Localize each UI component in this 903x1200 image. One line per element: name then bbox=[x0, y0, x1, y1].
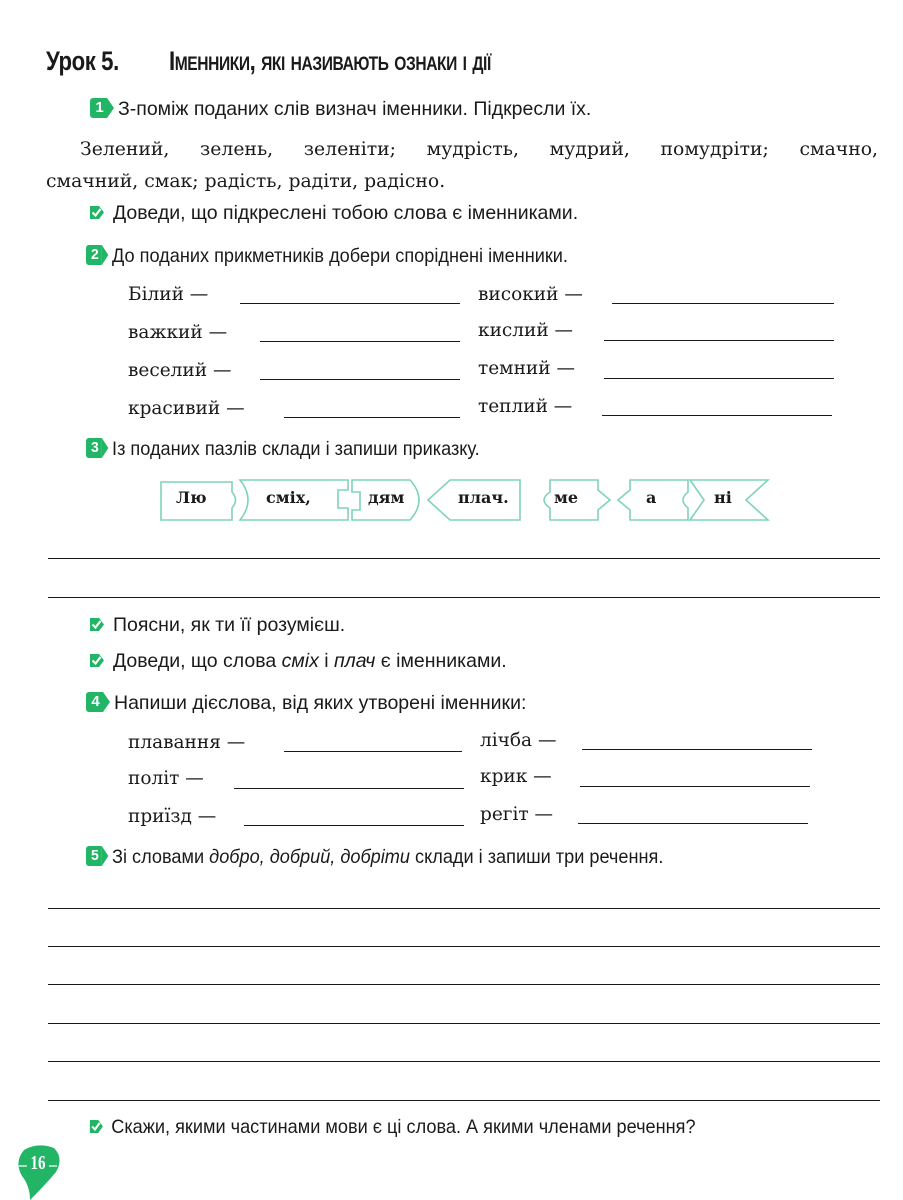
task-4-instruction: 4 Напиши дієслова, від яких утворені іменники: bbox=[86, 692, 526, 715]
puzzle-piece[interactable]: дям bbox=[368, 488, 405, 507]
puzzle-piece[interactable]: Лю bbox=[176, 488, 207, 507]
writing-line[interactable] bbox=[48, 1100, 880, 1101]
writing-line[interactable] bbox=[48, 946, 880, 947]
answer-blank[interactable] bbox=[240, 302, 460, 304]
checkmark-icon bbox=[88, 652, 105, 669]
task-number-badge: 4 bbox=[86, 692, 108, 712]
checkmark-icon bbox=[88, 616, 105, 633]
lesson-number: Урок 5. bbox=[46, 46, 119, 76]
task-4-row: приїзд — bbox=[128, 806, 217, 827]
writing-line[interactable] bbox=[48, 1061, 880, 1062]
words-line-2: смачний, смак; радість, радіти, радісно. bbox=[46, 171, 446, 192]
task-2-row: Білий — bbox=[128, 284, 209, 305]
puzzle-piece[interactable]: плач. bbox=[458, 488, 509, 507]
task-4-row: регіт — bbox=[480, 804, 554, 825]
task-1-check: Доведи, що підкреслені тобою слова є іменниками. bbox=[88, 202, 578, 225]
task-5-check: Скажи, якими частинами мови є ці слова. А якими членами речення? bbox=[88, 1116, 696, 1139]
task-1-instruction bbox=[90, 98, 591, 121]
words-line-1: Зелений, зелень, зеленіти; мудрість, мудрий, помудріти; смачно, bbox=[80, 139, 878, 160]
task-4-row: лічба — bbox=[480, 730, 557, 751]
answer-blank[interactable] bbox=[582, 748, 812, 750]
answer-blank[interactable] bbox=[260, 378, 460, 380]
task-number-badge: 5 bbox=[86, 846, 106, 866]
task-1-words bbox=[46, 134, 878, 198]
task-3-check-1: Поясни, як ти її розумієш. bbox=[88, 614, 345, 637]
page-number: 16 bbox=[30, 1152, 46, 1174]
task-2-row: красивий — bbox=[128, 398, 245, 419]
writing-line[interactable] bbox=[48, 984, 880, 985]
task-3-instruction: 3 Із поданих пазлів склади і запиши приказку. bbox=[86, 438, 480, 461]
writing-line[interactable] bbox=[48, 597, 880, 598]
checkmark-icon bbox=[88, 204, 105, 221]
task-2-instruction: 2 До поданих прикметників добери споріднені іменники. bbox=[86, 245, 568, 268]
answer-blank[interactable] bbox=[578, 822, 808, 824]
task-4-row: плавання — bbox=[128, 732, 246, 753]
task-number-badge: 1 bbox=[90, 98, 112, 118]
task-2-row: важкий — bbox=[128, 322, 228, 343]
task-number-badge: 2 bbox=[86, 245, 106, 265]
puzzle-piece[interactable]: ме bbox=[554, 488, 579, 507]
task-2-row: кислий — bbox=[478, 320, 574, 341]
task-5-instruction: 5 Зі словами добро, добрий, добріти склади і запиши три речення. bbox=[86, 846, 663, 869]
answer-blank[interactable] bbox=[244, 824, 464, 826]
puzzle-piece[interactable]: сміх, bbox=[266, 488, 311, 507]
puzzle-pieces bbox=[160, 476, 772, 524]
page-number-badge bbox=[16, 1144, 62, 1200]
answer-blank[interactable] bbox=[580, 785, 810, 787]
puzzle-piece[interactable]: ні bbox=[714, 488, 732, 507]
task-2-row: високий — bbox=[478, 284, 583, 305]
task-number-badge: 3 bbox=[86, 438, 106, 458]
answer-blank[interactable] bbox=[604, 377, 834, 379]
answer-blank[interactable] bbox=[602, 414, 832, 416]
answer-blank[interactable] bbox=[260, 340, 460, 342]
answer-blank[interactable] bbox=[284, 750, 462, 752]
writing-line[interactable] bbox=[48, 908, 880, 909]
task-2-row: веселий — bbox=[128, 360, 232, 381]
task-1-text: З-поміж поданих слів визнач іменники. Підкресли їх. bbox=[118, 98, 592, 120]
answer-blank[interactable] bbox=[284, 416, 460, 418]
task-2-row: теплий — bbox=[478, 396, 573, 417]
task-2-row: темний — bbox=[478, 358, 575, 379]
writing-line[interactable] bbox=[48, 558, 880, 559]
lesson-title bbox=[46, 46, 491, 77]
answer-blank[interactable] bbox=[612, 302, 834, 304]
task-4-row: політ — bbox=[128, 768, 204, 789]
lesson-topic: Іменники, які називають ознаки і дії bbox=[169, 46, 491, 76]
writing-line[interactable] bbox=[48, 1023, 880, 1024]
answer-blank[interactable] bbox=[604, 339, 834, 341]
checkmark-icon bbox=[88, 1118, 104, 1135]
puzzle-piece[interactable]: а bbox=[646, 488, 657, 507]
answer-blank[interactable] bbox=[234, 787, 464, 789]
task-3-check-2: Доведи, що слова сміх і плач є іменниками. bbox=[88, 650, 507, 673]
task-4-row: крик — bbox=[480, 766, 552, 787]
